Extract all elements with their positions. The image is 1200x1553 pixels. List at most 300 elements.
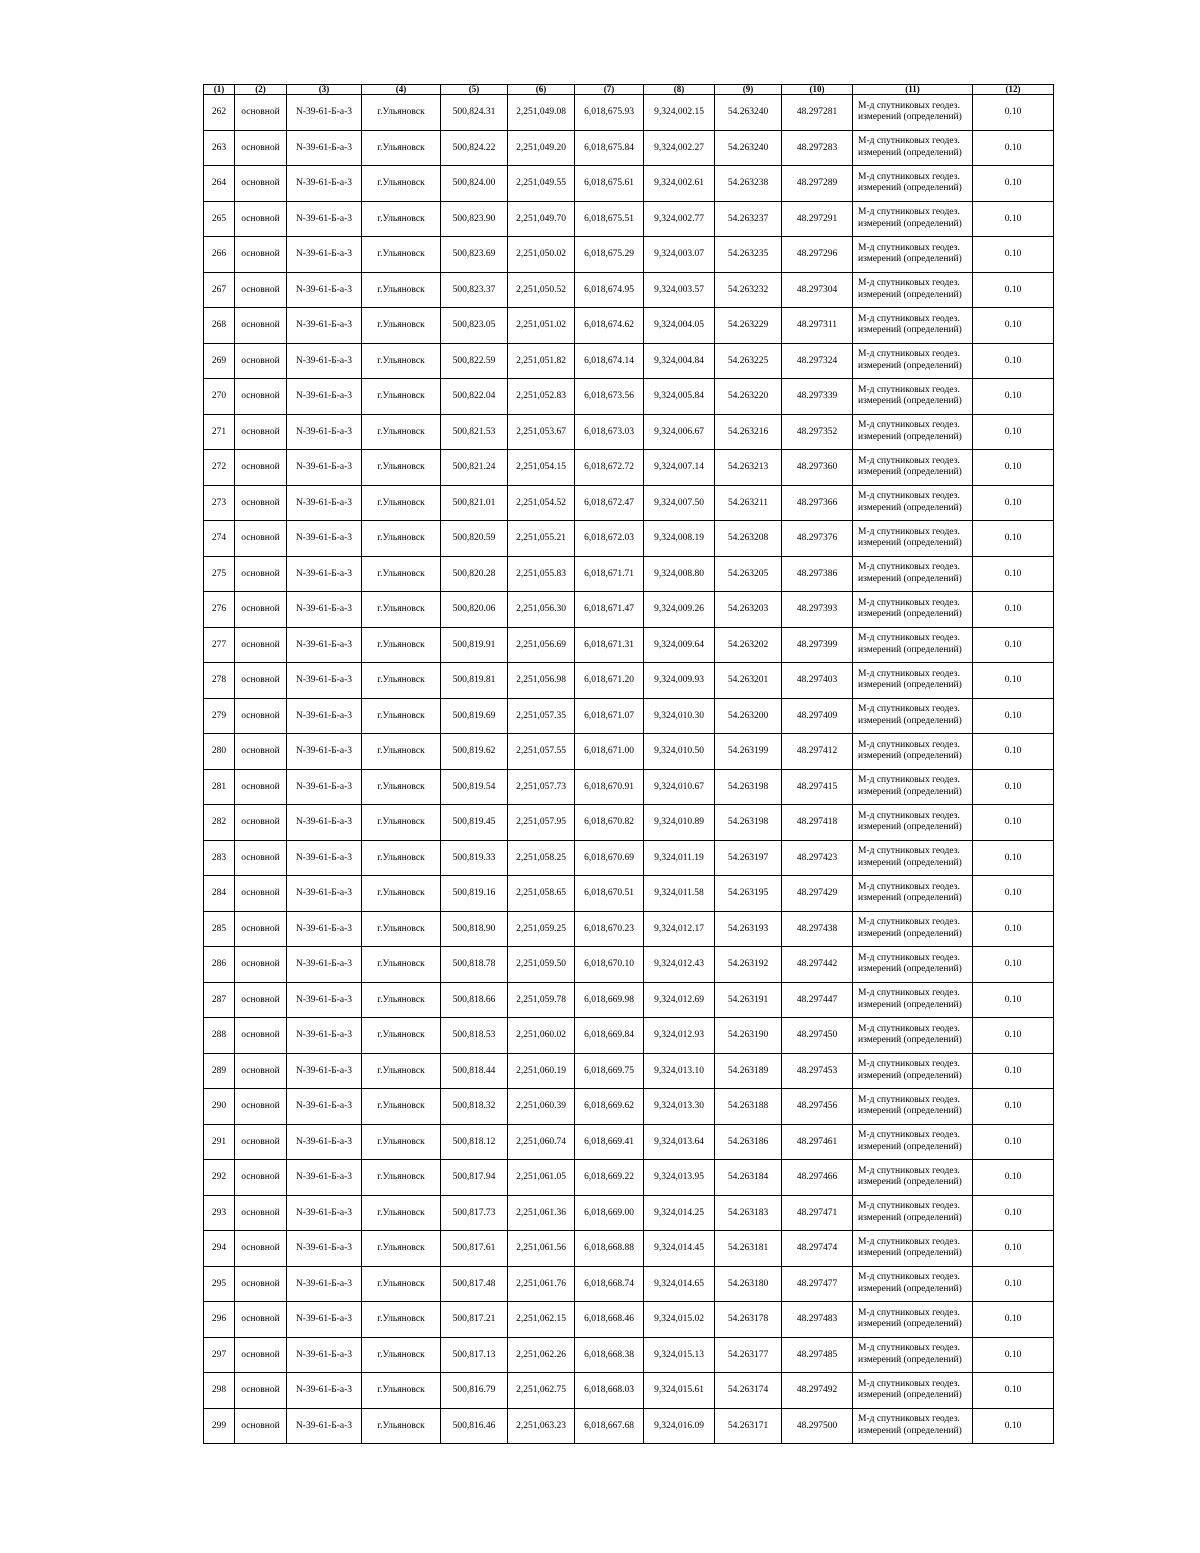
table-row <box>204 840 1054 876</box>
cell-accuracy: 0.10 <box>973 343 1054 379</box>
cell-map-sheet: N-39-61-Б-а-3 <box>287 592 362 628</box>
cell-point-type: основной <box>235 1160 287 1196</box>
cell-coord-y2: 9,324,003.57 <box>644 272 715 308</box>
cell-coord-x: 500,823.37 <box>441 272 508 308</box>
cell-locality: г.Ульяновск <box>362 201 441 237</box>
cell-accuracy: 0.10 <box>973 1053 1054 1089</box>
cell-map-sheet: N-39-61-Б-а-3 <box>287 1018 362 1054</box>
cell-method: М-д спутниковых геодез. измерений (определений) <box>853 1302 973 1338</box>
cell-locality: г.Ульяновск <box>362 343 441 379</box>
cell-method: М-д спутниковых геодез. измерений (определений) <box>853 379 973 415</box>
cell-coord-x: 500,817.21 <box>441 1302 508 1338</box>
cell-coord-x: 500,824.31 <box>441 95 508 131</box>
cell-coord-y2: 9,324,007.14 <box>644 450 715 486</box>
cell-point-type: основной <box>235 627 287 663</box>
cell-coord-y2: 9,324,010.50 <box>644 734 715 770</box>
cell-longitude: 48.297474 <box>782 1231 853 1267</box>
cell-latitude: 54.263180 <box>715 1266 782 1302</box>
cell-accuracy: 0.10 <box>973 698 1054 734</box>
cell-coord-x2: 6,018,668.46 <box>575 1302 644 1338</box>
cell-coord-x: 500,818.12 <box>441 1124 508 1160</box>
cell-accuracy: 0.10 <box>973 1337 1054 1373</box>
cell-locality: г.Ульяновск <box>362 272 441 308</box>
cell-coord-y2: 9,324,013.64 <box>644 1124 715 1160</box>
cell-point-type: основной <box>235 1337 287 1373</box>
cell-latitude: 54.263225 <box>715 343 782 379</box>
cell-coord-x2: 6,018,675.29 <box>575 237 644 273</box>
cell-map-sheet: N-39-61-Б-а-3 <box>287 698 362 734</box>
cell-latitude: 54.263190 <box>715 1018 782 1054</box>
cell-coord-y: 2,251,056.69 <box>508 627 575 663</box>
cell-accuracy: 0.10 <box>973 414 1054 450</box>
cell-longitude: 48.297429 <box>782 876 853 912</box>
cell-coord-y: 2,251,062.75 <box>508 1373 575 1409</box>
cell-point-number: 296 <box>204 1302 235 1338</box>
cell-map-sheet: N-39-61-Б-а-3 <box>287 947 362 983</box>
cell-coord-y: 2,251,061.76 <box>508 1266 575 1302</box>
cell-coord-y2: 9,324,012.43 <box>644 947 715 983</box>
cell-map-sheet: N-39-61-Б-а-3 <box>287 130 362 166</box>
cell-point-type: основной <box>235 1018 287 1054</box>
cell-longitude: 48.297466 <box>782 1160 853 1196</box>
cell-accuracy: 0.10 <box>973 1302 1054 1338</box>
cell-coord-x2: 6,018,669.41 <box>575 1124 644 1160</box>
cell-point-number: 281 <box>204 769 235 805</box>
cell-locality: г.Ульяновск <box>362 734 441 770</box>
cell-longitude: 48.297477 <box>782 1266 853 1302</box>
table-row <box>204 485 1054 521</box>
cell-map-sheet: N-39-61-Б-а-3 <box>287 734 362 770</box>
column-header: (5) <box>441 85 508 95</box>
cell-coord-x2: 6,018,669.62 <box>575 1089 644 1125</box>
table-row <box>204 627 1054 663</box>
cell-coord-y2: 9,324,016.09 <box>644 1408 715 1444</box>
column-header: (11) <box>853 85 973 95</box>
cell-accuracy: 0.10 <box>973 272 1054 308</box>
cell-coord-x: 500,820.06 <box>441 592 508 628</box>
cell-point-number: 299 <box>204 1408 235 1444</box>
cell-coord-x2: 6,018,672.47 <box>575 485 644 521</box>
cell-latitude: 54.263203 <box>715 592 782 628</box>
cell-locality: г.Ульяновск <box>362 947 441 983</box>
cell-coord-y2: 9,324,010.30 <box>644 698 715 734</box>
cell-coord-x2: 6,018,674.62 <box>575 308 644 344</box>
cell-latitude: 54.263192 <box>715 947 782 983</box>
cell-longitude: 48.297324 <box>782 343 853 379</box>
cell-locality: г.Ульяновск <box>362 1053 441 1089</box>
cell-latitude: 54.263229 <box>715 308 782 344</box>
cell-coord-y: 2,251,059.78 <box>508 982 575 1018</box>
cell-point-number: 272 <box>204 450 235 486</box>
cell-point-number: 285 <box>204 911 235 947</box>
cell-coord-x2: 6,018,668.74 <box>575 1266 644 1302</box>
cell-point-type: основной <box>235 450 287 486</box>
cell-latitude: 54.263174 <box>715 1373 782 1409</box>
cell-locality: г.Ульяновск <box>362 485 441 521</box>
cell-longitude: 48.297339 <box>782 379 853 415</box>
cell-coord-x: 500,819.16 <box>441 876 508 912</box>
cell-accuracy: 0.10 <box>973 201 1054 237</box>
cell-locality: г.Ульяновск <box>362 521 441 557</box>
cell-point-type: основной <box>235 1053 287 1089</box>
cell-longitude: 48.297485 <box>782 1337 853 1373</box>
cell-coord-y2: 9,324,007.50 <box>644 485 715 521</box>
cell-method: М-д спутниковых геодез. измерений (определений) <box>853 308 973 344</box>
cell-coord-x2: 6,018,669.75 <box>575 1053 644 1089</box>
cell-point-type: основной <box>235 1195 287 1231</box>
cell-coord-x2: 6,018,673.56 <box>575 379 644 415</box>
cell-coord-y2: 9,324,009.93 <box>644 663 715 699</box>
column-header: (7) <box>575 85 644 95</box>
cell-point-type: основной <box>235 343 287 379</box>
cell-latitude: 54.263181 <box>715 1231 782 1267</box>
cell-coord-x2: 6,018,670.91 <box>575 769 644 805</box>
cell-latitude: 54.263232 <box>715 272 782 308</box>
cell-latitude: 54.263202 <box>715 627 782 663</box>
cell-locality: г.Ульяновск <box>362 379 441 415</box>
cell-coord-x2: 6,018,671.07 <box>575 698 644 734</box>
cell-latitude: 54.263186 <box>715 1124 782 1160</box>
cell-coord-x: 500,816.79 <box>441 1373 508 1409</box>
table-row <box>204 1160 1054 1196</box>
cell-locality: г.Ульяновск <box>362 663 441 699</box>
cell-point-type: основной <box>235 1089 287 1125</box>
table-row <box>204 663 1054 699</box>
cell-coord-y2: 9,324,008.80 <box>644 556 715 592</box>
cell-point-type: основной <box>235 1373 287 1409</box>
cell-longitude: 48.297399 <box>782 627 853 663</box>
cell-longitude: 48.297376 <box>782 521 853 557</box>
cell-map-sheet: N-39-61-Б-а-3 <box>287 1089 362 1125</box>
cell-coord-y: 2,251,060.74 <box>508 1124 575 1160</box>
cell-longitude: 48.297471 <box>782 1195 853 1231</box>
cell-point-type: основной <box>235 521 287 557</box>
cell-method: М-д спутниковых геодез. измерений (определений) <box>853 840 973 876</box>
table-row <box>204 450 1054 486</box>
cell-map-sheet: N-39-61-Б-а-3 <box>287 805 362 841</box>
cell-point-number: 273 <box>204 485 235 521</box>
cell-coord-y: 2,251,058.25 <box>508 840 575 876</box>
cell-latitude: 54.263184 <box>715 1160 782 1196</box>
cell-coord-y: 2,251,061.05 <box>508 1160 575 1196</box>
cell-point-number: 289 <box>204 1053 235 1089</box>
cell-point-number: 277 <box>204 627 235 663</box>
cell-point-type: основной <box>235 1408 287 1444</box>
cell-map-sheet: N-39-61-Б-а-3 <box>287 769 362 805</box>
cell-coord-x: 500,817.73 <box>441 1195 508 1231</box>
cell-coord-x2: 6,018,672.03 <box>575 521 644 557</box>
cell-accuracy: 0.10 <box>973 592 1054 628</box>
cell-coord-y2: 9,324,014.45 <box>644 1231 715 1267</box>
cell-latitude: 54.263198 <box>715 805 782 841</box>
cell-coord-y: 2,251,060.02 <box>508 1018 575 1054</box>
cell-coord-x2: 6,018,670.69 <box>575 840 644 876</box>
cell-accuracy: 0.10 <box>973 911 1054 947</box>
cell-coord-x: 500,818.32 <box>441 1089 508 1125</box>
cell-accuracy: 0.10 <box>973 1373 1054 1409</box>
cell-coord-x2: 6,018,671.31 <box>575 627 644 663</box>
cell-longitude: 48.297500 <box>782 1408 853 1444</box>
cell-longitude: 48.297453 <box>782 1053 853 1089</box>
table-row <box>204 308 1054 344</box>
cell-method: М-д спутниковых геодез. измерений (определений) <box>853 95 973 131</box>
cell-method: М-д спутниковых геодез. измерений (определений) <box>853 805 973 841</box>
cell-point-type: основной <box>235 1266 287 1302</box>
cell-coord-x: 500,819.81 <box>441 663 508 699</box>
cell-point-number: 298 <box>204 1373 235 1409</box>
cell-locality: г.Ульяновск <box>362 982 441 1018</box>
cell-point-number: 287 <box>204 982 235 1018</box>
cell-point-type: основной <box>235 556 287 592</box>
cell-accuracy: 0.10 <box>973 627 1054 663</box>
cell-accuracy: 0.10 <box>973 1408 1054 1444</box>
cell-point-type: основной <box>235 272 287 308</box>
cell-coord-x: 500,817.48 <box>441 1266 508 1302</box>
cell-point-type: основной <box>235 698 287 734</box>
cell-coord-y2: 9,324,002.15 <box>644 95 715 131</box>
cell-method: М-д спутниковых геодез. измерений (определений) <box>853 911 973 947</box>
cell-method: М-д спутниковых геодез. измерений (определений) <box>853 663 973 699</box>
cell-longitude: 48.297447 <box>782 982 853 1018</box>
cell-longitude: 48.297438 <box>782 911 853 947</box>
cell-latitude: 54.263183 <box>715 1195 782 1231</box>
cell-coord-x: 500,823.69 <box>441 237 508 273</box>
column-header: (2) <box>235 85 287 95</box>
cell-coord-y2: 9,324,012.69 <box>644 982 715 1018</box>
cell-accuracy: 0.10 <box>973 947 1054 983</box>
cell-coord-y: 2,251,057.95 <box>508 805 575 841</box>
table-row <box>204 911 1054 947</box>
cell-method: М-д спутниковых геодез. измерений (определений) <box>853 556 973 592</box>
cell-latitude: 54.263198 <box>715 769 782 805</box>
cell-map-sheet: N-39-61-Б-а-3 <box>287 1408 362 1444</box>
cell-coord-y2: 9,324,013.30 <box>644 1089 715 1125</box>
column-header: (12) <box>973 85 1054 95</box>
coordinate-table-page <box>203 84 1054 1444</box>
cell-latitude: 54.263201 <box>715 663 782 699</box>
cell-locality: г.Ульяновск <box>362 237 441 273</box>
cell-map-sheet: N-39-61-Б-а-3 <box>287 627 362 663</box>
cell-method: М-д спутниковых геодез. измерений (определений) <box>853 1053 973 1089</box>
coordinate-table <box>203 84 1054 1444</box>
table-row <box>204 201 1054 237</box>
cell-point-type: основной <box>235 769 287 805</box>
cell-point-number: 288 <box>204 1018 235 1054</box>
cell-longitude: 48.297412 <box>782 734 853 770</box>
cell-locality: г.Ульяновск <box>362 840 441 876</box>
cell-locality: г.Ульяновск <box>362 592 441 628</box>
cell-point-number: 263 <box>204 130 235 166</box>
cell-point-type: основной <box>235 414 287 450</box>
cell-point-type: основной <box>235 876 287 912</box>
cell-locality: г.Ульяновск <box>362 911 441 947</box>
cell-coord-y: 2,251,057.55 <box>508 734 575 770</box>
cell-accuracy: 0.10 <box>973 1195 1054 1231</box>
cell-map-sheet: N-39-61-Б-а-3 <box>287 1124 362 1160</box>
cell-map-sheet: N-39-61-Б-а-3 <box>287 201 362 237</box>
cell-point-type: основной <box>235 1231 287 1267</box>
cell-coord-y2: 9,324,003.07 <box>644 237 715 273</box>
cell-point-type: основной <box>235 1124 287 1160</box>
table-row <box>204 1373 1054 1409</box>
cell-coord-y2: 9,324,012.17 <box>644 911 715 947</box>
cell-coord-y: 2,251,051.82 <box>508 343 575 379</box>
cell-latitude: 54.263191 <box>715 982 782 1018</box>
cell-latitude: 54.263193 <box>715 911 782 947</box>
cell-map-sheet: N-39-61-Б-а-3 <box>287 840 362 876</box>
cell-point-type: основной <box>235 166 287 202</box>
cell-coord-x: 500,818.44 <box>441 1053 508 1089</box>
cell-map-sheet: N-39-61-Б-а-3 <box>287 1053 362 1089</box>
cell-latitude: 54.263195 <box>715 876 782 912</box>
cell-coord-x2: 6,018,671.20 <box>575 663 644 699</box>
table-row <box>204 592 1054 628</box>
cell-point-number: 268 <box>204 308 235 344</box>
cell-map-sheet: N-39-61-Б-а-3 <box>287 95 362 131</box>
cell-accuracy: 0.10 <box>973 1089 1054 1125</box>
cell-point-number: 284 <box>204 876 235 912</box>
cell-point-type: основной <box>235 947 287 983</box>
cell-coord-x: 500,819.45 <box>441 805 508 841</box>
cell-coord-y: 2,251,050.02 <box>508 237 575 273</box>
cell-map-sheet: N-39-61-Б-а-3 <box>287 556 362 592</box>
table-row <box>204 95 1054 131</box>
table-row <box>204 698 1054 734</box>
cell-method: М-д спутниковых геодез. измерений (определений) <box>853 876 973 912</box>
cell-latitude: 54.263188 <box>715 1089 782 1125</box>
cell-method: М-д спутниковых геодез. измерений (определений) <box>853 982 973 1018</box>
cell-accuracy: 0.10 <box>973 308 1054 344</box>
cell-map-sheet: N-39-61-Б-а-3 <box>287 237 362 273</box>
cell-method: М-д спутниковых геодез. измерений (определений) <box>853 1160 973 1196</box>
cell-coord-y2: 9,324,013.10 <box>644 1053 715 1089</box>
cell-latitude: 54.263237 <box>715 201 782 237</box>
cell-method: М-д спутниковых геодез. измерений (определений) <box>853 237 973 273</box>
table-header <box>204 85 1054 95</box>
cell-accuracy: 0.10 <box>973 1018 1054 1054</box>
cell-map-sheet: N-39-61-Б-а-3 <box>287 1231 362 1267</box>
cell-point-number: 297 <box>204 1337 235 1373</box>
header-row <box>204 85 1054 95</box>
cell-longitude: 48.297393 <box>782 592 853 628</box>
cell-method: М-д спутниковых геодез. измерений (определений) <box>853 272 973 308</box>
cell-longitude: 48.297461 <box>782 1124 853 1160</box>
cell-point-type: основной <box>235 592 287 628</box>
cell-locality: г.Ульяновск <box>362 1337 441 1373</box>
cell-coord-x2: 6,018,673.03 <box>575 414 644 450</box>
cell-accuracy: 0.10 <box>973 663 1054 699</box>
cell-coord-x: 500,821.01 <box>441 485 508 521</box>
cell-map-sheet: N-39-61-Б-а-3 <box>287 272 362 308</box>
cell-point-number: 279 <box>204 698 235 734</box>
cell-latitude: 54.263189 <box>715 1053 782 1089</box>
cell-coord-y: 2,251,050.52 <box>508 272 575 308</box>
cell-point-number: 269 <box>204 343 235 379</box>
cell-coord-x: 500,819.91 <box>441 627 508 663</box>
cell-point-type: основной <box>235 805 287 841</box>
cell-coord-x2: 6,018,675.51 <box>575 201 644 237</box>
cell-coord-x: 500,820.59 <box>441 521 508 557</box>
cell-locality: г.Ульяновск <box>362 450 441 486</box>
cell-latitude: 54.263211 <box>715 485 782 521</box>
column-header: (10) <box>782 85 853 95</box>
table-row <box>204 805 1054 841</box>
cell-longitude: 48.297366 <box>782 485 853 521</box>
cell-locality: г.Ульяновск <box>362 698 441 734</box>
cell-method: М-д спутниковых геодез. измерений (определений) <box>853 485 973 521</box>
cell-point-number: 280 <box>204 734 235 770</box>
cell-method: М-д спутниковых геодез. измерений (определений) <box>853 343 973 379</box>
cell-method: М-д спутниковых геодез. измерений (определений) <box>853 1231 973 1267</box>
cell-map-sheet: N-39-61-Б-а-3 <box>287 414 362 450</box>
cell-coord-y: 2,251,062.26 <box>508 1337 575 1373</box>
cell-coord-x: 500,817.13 <box>441 1337 508 1373</box>
cell-coord-y: 2,251,054.52 <box>508 485 575 521</box>
cell-coord-y2: 9,324,013.95 <box>644 1160 715 1196</box>
cell-coord-x: 500,820.28 <box>441 556 508 592</box>
cell-map-sheet: N-39-61-Б-а-3 <box>287 1302 362 1338</box>
cell-longitude: 48.297311 <box>782 308 853 344</box>
cell-coord-x: 500,822.04 <box>441 379 508 415</box>
cell-longitude: 48.297492 <box>782 1373 853 1409</box>
cell-coord-y2: 9,324,002.27 <box>644 130 715 166</box>
cell-point-type: основной <box>235 663 287 699</box>
cell-method: М-д спутниковых геодез. измерений (определений) <box>853 130 973 166</box>
cell-coord-y: 2,251,055.21 <box>508 521 575 557</box>
cell-coord-y: 2,251,056.98 <box>508 663 575 699</box>
cell-coord-y2: 9,324,009.26 <box>644 592 715 628</box>
cell-coord-x2: 6,018,670.23 <box>575 911 644 947</box>
cell-point-number: 293 <box>204 1195 235 1231</box>
cell-longitude: 48.297386 <box>782 556 853 592</box>
column-header: (8) <box>644 85 715 95</box>
cell-locality: г.Ульяновск <box>362 769 441 805</box>
cell-coord-x: 500,818.66 <box>441 982 508 1018</box>
cell-locality: г.Ульяновск <box>362 1408 441 1444</box>
cell-latitude: 54.263205 <box>715 556 782 592</box>
cell-coord-y: 2,251,049.55 <box>508 166 575 202</box>
cell-point-type: основной <box>235 308 287 344</box>
cell-longitude: 48.297456 <box>782 1089 853 1125</box>
cell-coord-x2: 6,018,668.38 <box>575 1337 644 1373</box>
cell-locality: г.Ульяновск <box>362 1231 441 1267</box>
column-header: (4) <box>362 85 441 95</box>
cell-latitude: 54.263171 <box>715 1408 782 1444</box>
table-row <box>204 1337 1054 1373</box>
cell-coord-y: 2,251,054.15 <box>508 450 575 486</box>
cell-accuracy: 0.10 <box>973 982 1054 1018</box>
cell-method: М-д спутниковых геодез. измерений (определений) <box>853 1408 973 1444</box>
cell-coord-x: 500,818.90 <box>441 911 508 947</box>
cell-coord-x2: 6,018,669.00 <box>575 1195 644 1231</box>
cell-coord-y2: 9,324,014.65 <box>644 1266 715 1302</box>
table-row <box>204 876 1054 912</box>
cell-point-number: 275 <box>204 556 235 592</box>
cell-point-type: основной <box>235 485 287 521</box>
cell-locality: г.Ульяновск <box>362 876 441 912</box>
table-row <box>204 237 1054 273</box>
cell-point-number: 264 <box>204 166 235 202</box>
cell-coord-y2: 9,324,006.67 <box>644 414 715 450</box>
cell-point-number: 267 <box>204 272 235 308</box>
cell-coord-x: 500,824.22 <box>441 130 508 166</box>
cell-coord-x: 500,817.61 <box>441 1231 508 1267</box>
cell-accuracy: 0.10 <box>973 450 1054 486</box>
cell-coord-y: 2,251,061.56 <box>508 1231 575 1267</box>
cell-coord-y: 2,251,061.36 <box>508 1195 575 1231</box>
cell-accuracy: 0.10 <box>973 95 1054 131</box>
cell-longitude: 48.297352 <box>782 414 853 450</box>
